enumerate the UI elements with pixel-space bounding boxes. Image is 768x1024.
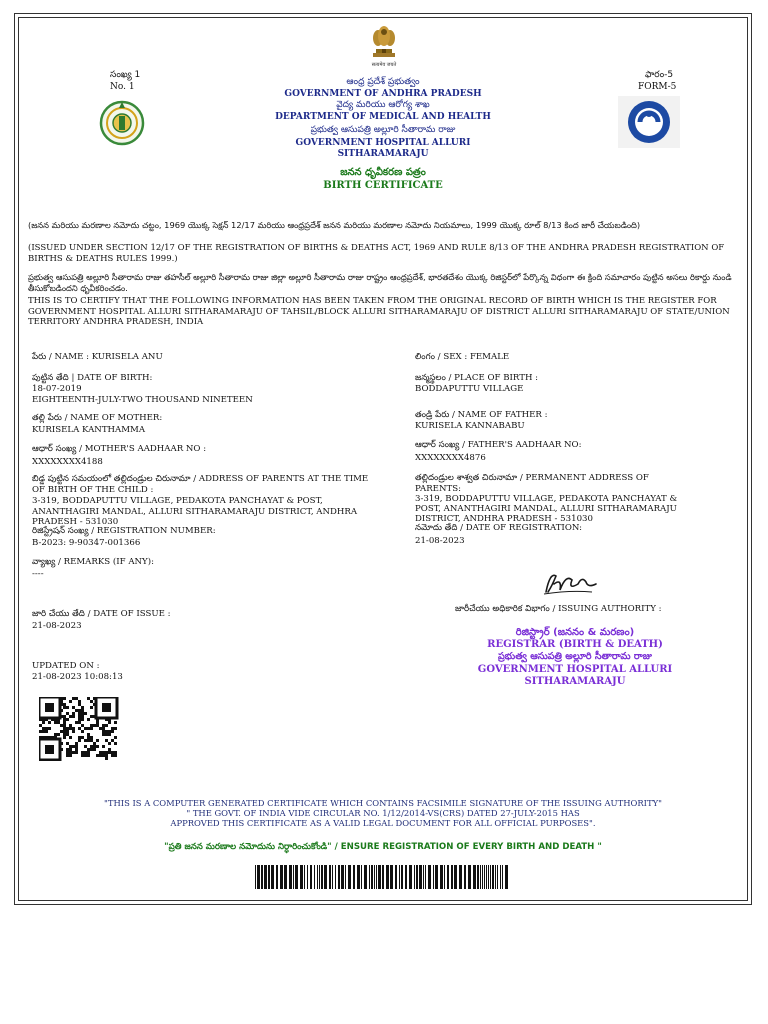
permanent-address-value-2: POST, ANANTHAGIRI MANDAL, ALLURI SITHARAMARAJU	[415, 504, 677, 514]
address-at-birth-label-2: OF BIRTH OF THE CHILD :	[32, 485, 154, 495]
national-emblem	[366, 24, 402, 68]
form-number-te: ఫారం-5	[645, 70, 674, 80]
dept-name-te: వైద్య మరియు ఆరోగ్య శాఖ	[336, 100, 430, 110]
footer-note-3: APPROVED THIS CERTIFICATE AS A VALID LEGAL DOCUMENT FOR ALL OFFICIAL PURPOSES".	[170, 818, 596, 828]
hospital-name-en-2: SITHARAMARAJU	[337, 149, 429, 159]
registration-slogan: "ప్రతి జనన మరణాల నమోదును నిర్ధారించుకోండి" / ENSURE REGISTRATION OF EVERY BIRTH AND DEATH "	[164, 842, 602, 852]
child-name: పేరు / NAME : KURISELA ANU	[32, 352, 163, 362]
dept-name-en: DEPARTMENT OF MEDICAL AND HEALTH	[275, 112, 491, 122]
date-of-issue-label: జారి చేయు తేది / DATE OF ISSUE :	[32, 609, 171, 619]
footer-note-1: "THIS IS A COMPUTER GENERATED CERTIFICATE WHICH CONTAINS FACSIMILE SIGNATURE OF THE ISSUING AUTHORITY"	[104, 798, 662, 808]
authority-hospital-en-1: GOVERNMENT HOSPITAL ALLURI	[477, 664, 673, 675]
mother-name-label: తల్లి పేరు / NAME OF MOTHER:	[32, 413, 163, 423]
mother-name-value: KURISELA KANTHAMMA	[32, 425, 146, 435]
updated-on-label: UPDATED ON :	[32, 661, 100, 671]
dob-label: పుట్టిన తేది | DATE OF BIRTH:	[32, 373, 153, 383]
sex: లింగం / SEX : FEMALE	[415, 352, 510, 362]
permanent-address-label-1: తల్లిదండ్రుల శాశ్వత చిరునామా / PERMANENT ADDRESS OF	[415, 473, 649, 483]
certificate-number-te: సంఖ్య 1	[110, 70, 141, 80]
registration-number-value: B-2023: 9-90347-001366	[32, 538, 141, 548]
father-aadhaar-label: ఆధార్ సంఖ్య / FATHER'S AADHAAR NO:	[415, 440, 582, 450]
registrar-title-te: రిజిస్ట్రార్ (జననం & మరణం)	[515, 627, 635, 638]
registration-date-value: 21-08-2023	[415, 536, 465, 546]
dob-value: 18-07-2019	[32, 384, 82, 394]
hospital-name-en-1: GOVERNMENT HOSPITAL ALLURI	[295, 138, 471, 148]
qr-code	[39, 697, 119, 761]
mother-aadhaar-value: XXXXXXXX4188	[32, 457, 103, 467]
andhra-pradesh-logo	[99, 98, 145, 148]
registration-date-label: నమోదు తేది / DATE OF REGISTRATION:	[415, 523, 582, 533]
updated-on-value: 21-08-2023 10:08:13	[32, 672, 123, 682]
certificate-title-te: జనన ధృవీకరణ పత్రం	[340, 167, 426, 178]
father-name-value: KURISELA KANNABABU	[415, 421, 525, 431]
authority-hospital-te: ప్రభుత్వ ఆసుపత్రి అల్లూరి సీతారామ రాజు	[498, 651, 652, 662]
dob-words: EIGHTEENTH-JULY-TWO THOUSAND NINETEEN	[32, 395, 253, 405]
certify-statement-en: THIS IS TO CERTIFY THAT THE FOLLOWING INFORMATION HAS BEEN TAKEN FROM THE ORIGINAL RECORD OF BIRTH WHICH IS THE REGISTER FOR GOVERNMENT HOSPITAL ALLURI SITHARAMARAJU OF TAHSIL/BLOCK ALLURI SITHARAMARAJU OF DISTRICT ALLURI SITHARAMARAJU OF STATE/UNION TERRITORY ANDHRA PRADESH, INDIA	[28, 296, 730, 327]
govt-name-te: ఆంధ్ర ప్రదేశ్ ప్రభుత్వం	[346, 77, 420, 87]
address-at-birth-value-1: 3-319, BODDAPUTTU VILLAGE, PEDAKOTA PANCHAYAT & POST,	[32, 496, 323, 506]
remarks-value: ----	[32, 569, 44, 579]
registration-number-label: రిజిస్ట్రేషన్ సంఖ్య / REGISTRATION NUMBER:	[32, 526, 216, 536]
place-of-birth-label: జన్మస్థలం / PLACE OF BIRTH :	[415, 373, 539, 383]
father-name-label: తండ్రి పేరు / NAME OF FATHER :	[415, 410, 548, 420]
registrar-signature	[540, 566, 600, 598]
permanent-address-value-3: DISTRICT, ANDHRA PRADESH - 531030	[415, 514, 593, 524]
barcode	[255, 865, 511, 889]
address-at-birth-label-1: బిడ్డ పుట్టిన సమయంలో తల్లిదండ్రుల చిరునామా / ADDRESS OF PARENTS AT THE TIME	[32, 474, 369, 484]
place-of-birth-value: BODDAPUTTU VILLAGE	[415, 384, 524, 394]
authority-hospital-en-2: SITHARAMARAJU	[524, 676, 626, 687]
certificate-title-en: BIRTH CERTIFICATE	[323, 180, 443, 191]
health-department-logo	[618, 96, 680, 148]
remarks-label: వ్యాఖ్య / REMARKS (IF ANY):	[32, 557, 154, 567]
form-number-en: FORM-5	[638, 82, 677, 92]
issuing-authority-label: జారీచేయు అధికారిక విభాగం / ISSUING AUTHORITY :	[455, 604, 662, 614]
permanent-address-label-2: PARENTS:	[415, 484, 461, 494]
footer-note-2: " THE GOVT. OF INDIA VIDE CIRCULAR NO. 1/12/2014-VS(CRS) DATED 27-JULY-2015 HAS	[186, 808, 580, 818]
date-of-issue-value: 21-08-2023	[32, 621, 82, 631]
registrar-title-en: REGISTRAR (BIRTH & DEATH)	[487, 639, 663, 650]
hospital-name-te: ప్రభుత్వ ఆసుపత్రి అల్లూరి సీతారామ రాజు	[310, 125, 456, 135]
address-at-birth-value-3: PRADESH - 531030	[32, 517, 119, 527]
certify-statement-te: ప్రభుత్వ ఆసుపత్రి అల్లూరి సీతారామ రాజు తహసీల్ అల్లూరి సీతారామ రాజు జిల్లా అల్లూరి సీతారామ రాజు రాష్ట్రం ఆంధ్రప్రదేశ్, భారతదేశం యొక్క రిజిస్టర్‌లో పేర్కొన్న విధంగా ఈ క్రింది సమాచారం పుట్టిన అసలు రికార్డు నుండి తీసుకోబడిందని ధృవీకరించడం.	[28, 272, 732, 293]
permanent-address-value-1: 3-319, BODDAPUTTU VILLAGE, PEDAKOTA PANCHAYAT &	[415, 494, 678, 504]
mother-aadhaar-label: ఆధార్ సంఖ్య / MOTHER'S AADHAAR NO :	[32, 444, 207, 454]
address-at-birth-value-2: ANANTHAGIRI MANDAL, ALLURI SITHARAMARAJU DISTRICT, ANDHRA	[32, 507, 358, 517]
govt-name-en: GOVERNMENT OF ANDHRA PRADESH	[284, 89, 482, 99]
father-aadhaar-value: XXXXXXXX4876	[415, 453, 486, 463]
certificate-number-en: No. 1	[110, 82, 135, 92]
legal-reference-en: (ISSUED UNDER SECTION 12/17 OF THE REGISTRATION OF BIRTHS & DEATHS ACT, 1969 AND RULE 8/13 OF THE ANDHRA PRADESH REGISTRATION OF BIRTHS & DEATHS RULES 1999.)	[28, 243, 725, 264]
emblem-caption: सत्यमेव जयते	[371, 62, 397, 68]
legal-reference-te: (జనన మరియు మరణాల నమోదు చట్టం, 1969 యొక్క సెక్షన్ 12/17 మరియు ఆంధ్రప్రదేశ్ జనన మరియు మరణాల నమోదు నియమాలు, 1999 యొక్క రూల్ 8/13 కింద జారీ చేయబడింది)	[28, 220, 641, 230]
